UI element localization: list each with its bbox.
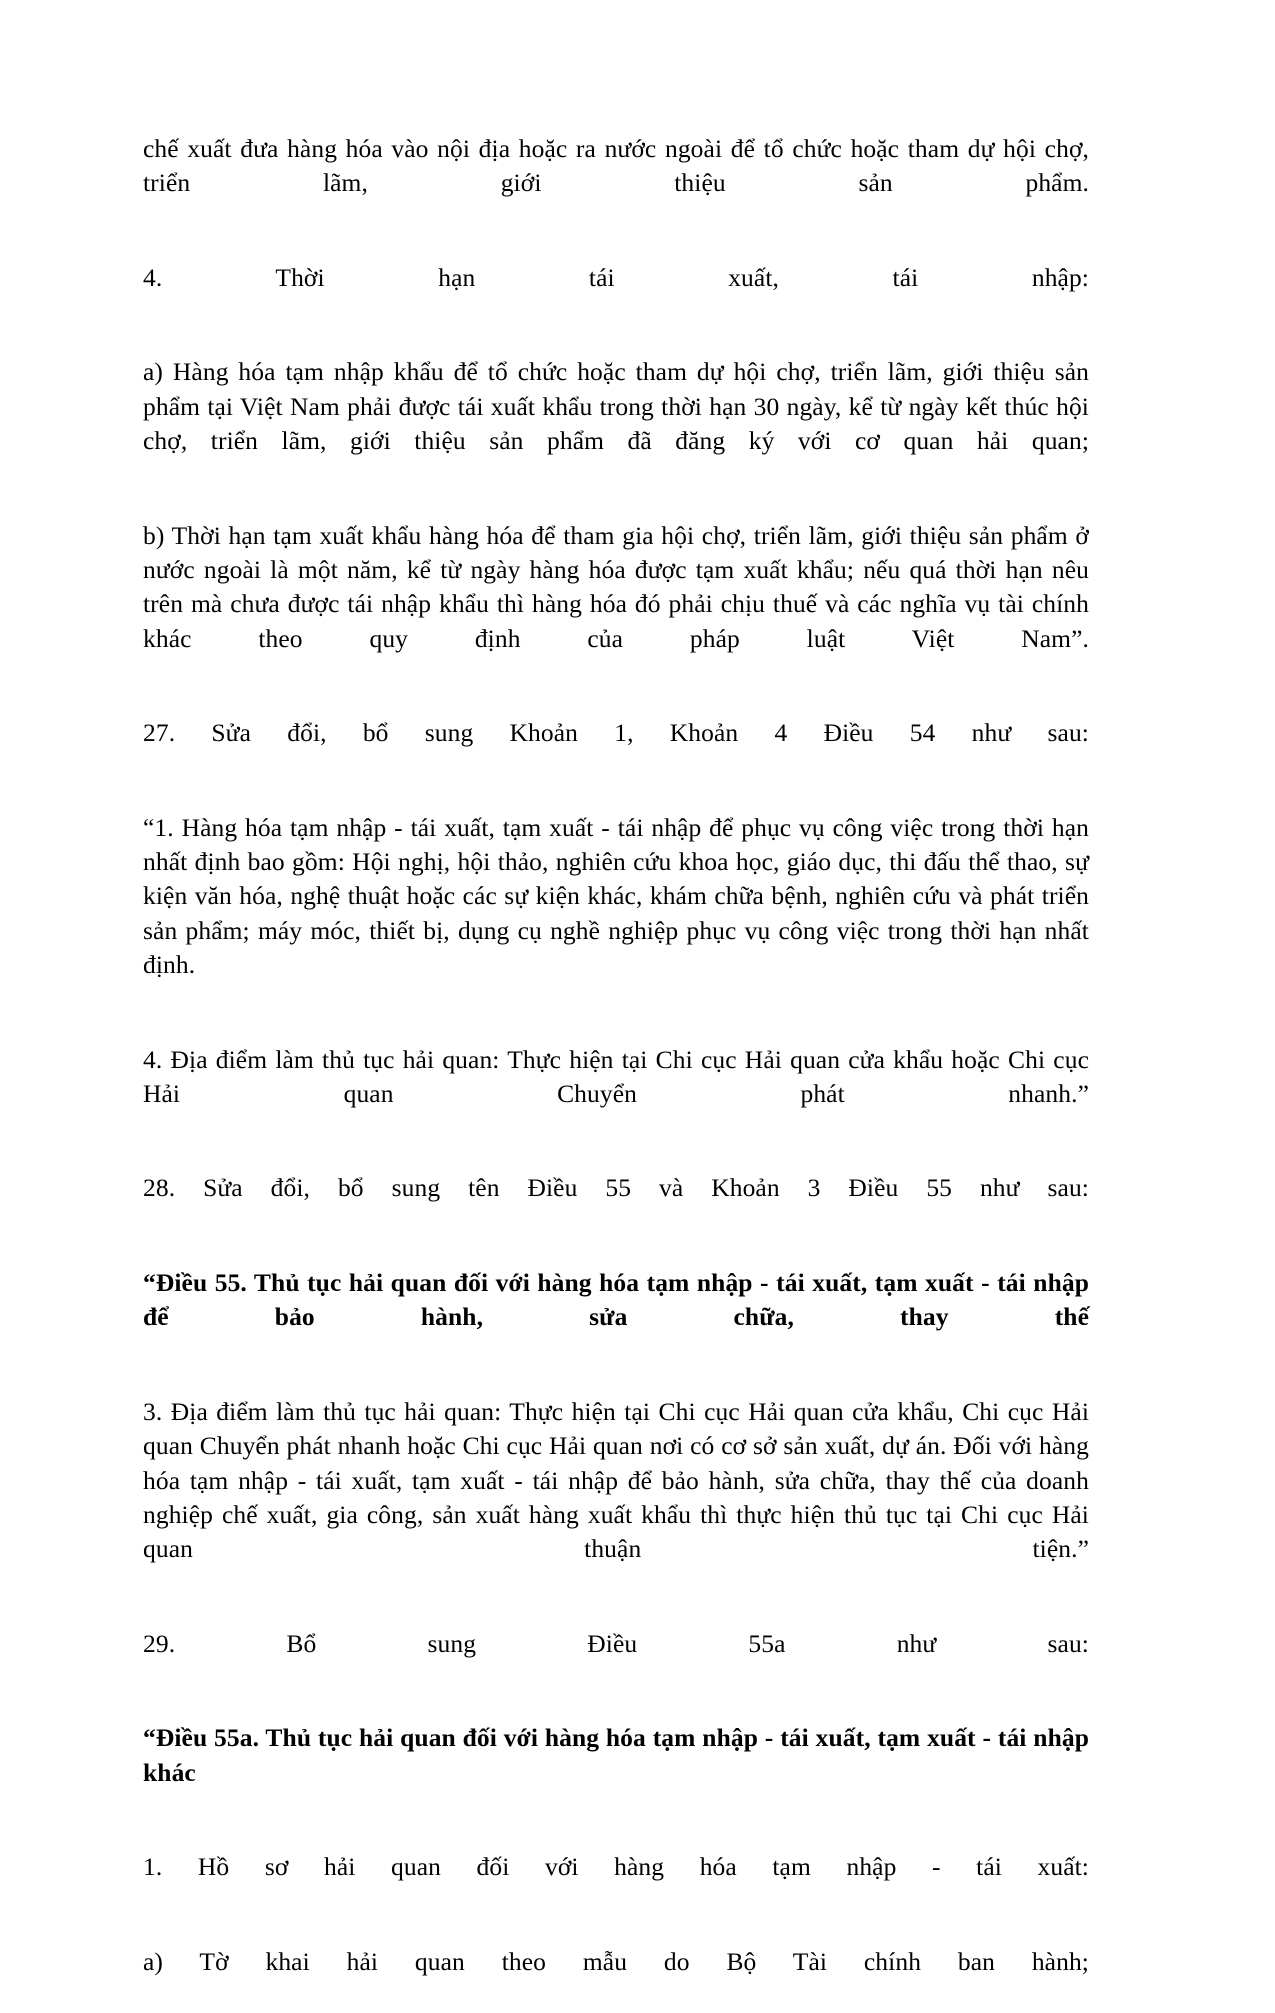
article-heading: “Điều 55a. Thủ tục hải quan đối với hàng hóa tạm nhập - tái xuất, tạm xuất - tái nhập khác: [143, 1723, 1089, 1787]
paragraph: 28. Sửa đổi, bổ sung tên Điều 55 và Khoản 3 Điều 55 như sau:: [143, 1173, 1089, 1203]
paragraph: 27. Sửa đổi, bổ sung Khoản 1, Khoản 4 Điều 54 như sau:: [143, 718, 1089, 748]
paragraph: 29. Bổ sung Điều 55a như sau:: [143, 1628, 1089, 1658]
paragraph: 3. Địa điểm làm thủ tục hải quan: Thực hiện tại Chi cục Hải quan cửa khẩu, Chi cục Hải quan Chuyển phát nhanh hoặc Chi cục Hải quan nơi có cơ sở sản xuất, dự án. Đối với hàng hóa tạm nhập - tái xuất, tạm xuất - tái nhập để bảo hành, sửa chữa, thay thế của doanh nghiệp chế xuất, gia công, sản xuất hàng xuất khẩu thì thực hiện thủ tục tại Chi cục Hải quan thuận tiện.”: [143, 1396, 1089, 1564]
paragraph: chế xuất đưa hàng hóa vào nội địa hoặc ra nước ngoài để tổ chức hoặc tham dự hội chợ, triển lãm, giới thiệu sản phẩm.: [143, 134, 1089, 198]
paragraph: a) Hàng hóa tạm nhập khẩu để tổ chức hoặc tham dự hội chợ, triển lãm, giới thiệu sản phẩm tại Việt Nam phải được tái xuất khẩu trong thời hạn 30 ngày, kể từ ngày kết thúc hội chợ, triển lãm, giới thiệu sản phẩm đã đăng ký với cơ quan hải quan;: [143, 357, 1089, 456]
paragraph: 4. Địa điểm làm thủ tục hải quan: Thực hiện tại Chi cục Hải quan cửa khẩu hoặc Chi cục Hải quan Chuyển phát nhanh.”: [143, 1044, 1089, 1108]
paragraph: a) Tờ khai hải quan theo mẫu do Bộ Tài chính ban hành;: [143, 1946, 1089, 1976]
document-text-column: [143, 132, 1089, 2013]
paragraph: “1. Hàng hóa tạm nhập - tái xuất, tạm xuất - tái nhập để phục vụ công việc trong thời hạn nhất định bao gồm: Hội nghị, hội thảo, nghiên cứu khoa học, giáo dục, thi đấu thể thao, sự kiện văn hóa, nghệ thuật hoặc các sự kiện khác, khám chữa bệnh, nghiên cứu và phát triển sản phẩm; máy móc, thiết bị, dụng cụ nghề nghiệp phục vụ công việc trong thời hạn nhất định.: [143, 812, 1089, 979]
paragraph: 1. Hồ sơ hải quan đối với hàng hóa tạm nhập - tái xuất:: [143, 1852, 1089, 1882]
paragraph: 4. Thời hạn tái xuất, tái nhập:: [143, 262, 1089, 292]
paragraph: b) Thời hạn tạm xuất khẩu hàng hóa để tham gia hội chợ, triển lãm, giới thiệu sản phẩm ở nước ngoài là một năm, kể từ ngày hàng hóa được tạm xuất khẩu; nếu quá thời hạn nêu trên mà chưa được tái nhập khẩu thì hàng hóa đó phải chịu thuế và các nghĩa vụ tài chính khác theo quy định của pháp luật Việt Nam”.: [143, 520, 1089, 653]
article-heading: “Điều 55. Thủ tục hải quan đối với hàng hóa tạm nhập - tái xuất, tạm xuất - tái nhập để bảo hành, sửa chữa, thay thế: [143, 1268, 1089, 1332]
